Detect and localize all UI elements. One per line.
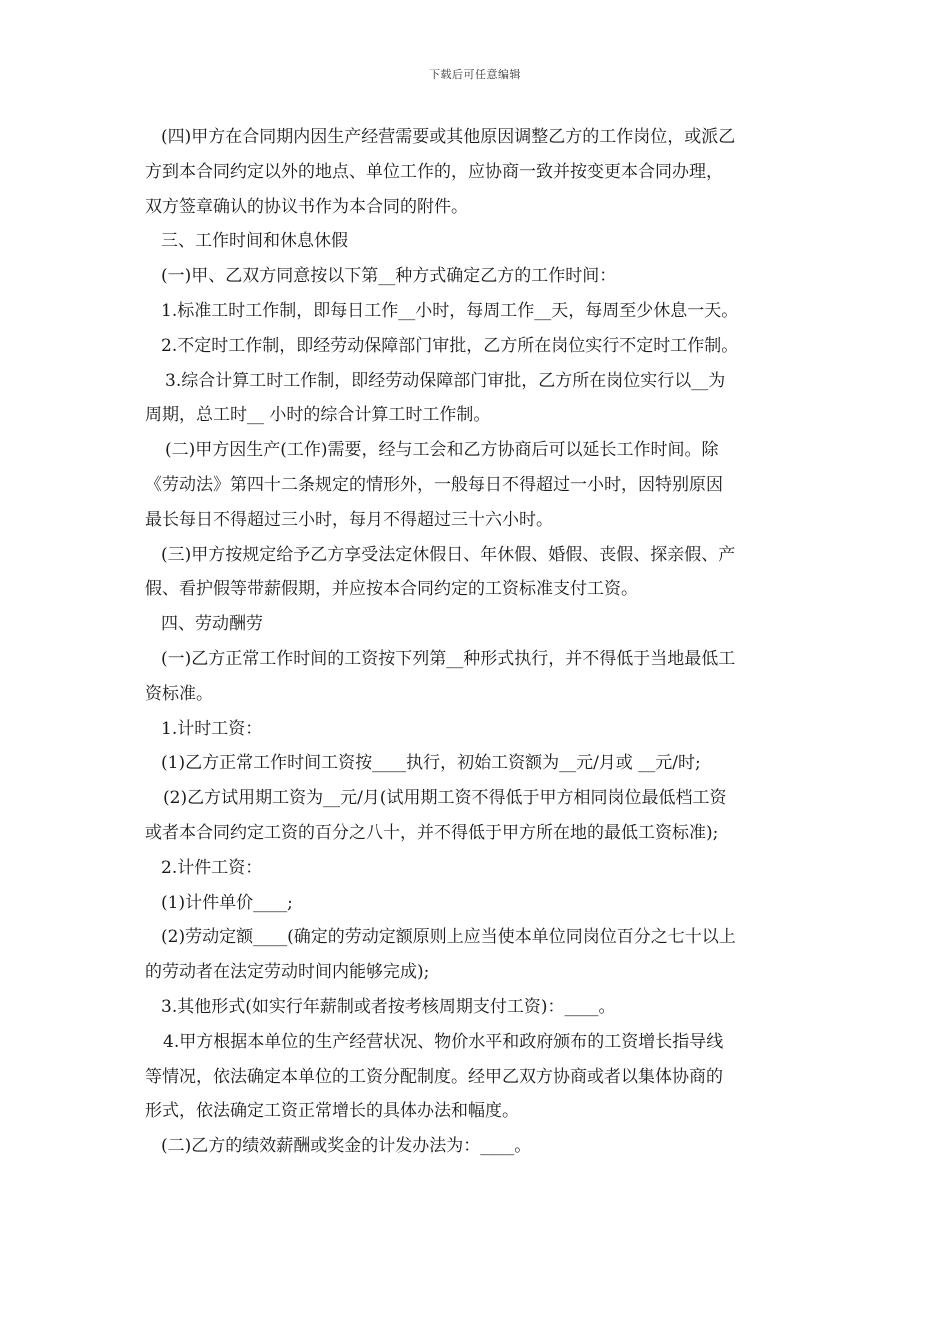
paragraph-line: (四)甲方在合同期内因生产经营需要或其他原因调整乙方的工作岗位，或派乙 bbox=[161, 127, 736, 147]
paragraph-line: (三)甲方按规定给予乙方享受法定休假日、年休假、婚假、丧假、探亲假、产 bbox=[161, 544, 736, 565]
paragraph-line: 周期，总工时__ 小时的综合计算工时工作制。 bbox=[145, 405, 491, 426]
paragraph-line: (二)甲方因生产(工作)需要，经与工会和乙方协商后可以延长工作时间。除 bbox=[165, 440, 719, 461]
paragraph-line: 2.计件工资： bbox=[161, 857, 263, 878]
paragraph-line: 方到本合同约定以外的地点、单位工作的，应协商一致并按变更本合同办理， bbox=[145, 161, 723, 182]
paragraph-line: 4.甲方根据本单位的生产经营状况、物价水平和政府颁布的工资增长指导线 bbox=[163, 1031, 724, 1052]
paragraph-line: 1.标准工时工作制，即每日工作__小时，每周工作__天，每周至少休息一天。 bbox=[161, 300, 739, 321]
paragraph-line: (二)乙方的绩效薪酬或奖金的计发办法为：____。 bbox=[161, 1136, 532, 1157]
paragraph-line: 双方签章确认的协议书作为本合同的附件。 bbox=[145, 196, 468, 217]
paragraph-line: 资标准。 bbox=[145, 683, 213, 704]
page-header-note: 下载后可任意编辑 bbox=[429, 68, 521, 81]
paragraph-line: 2.不定时工作制，即经劳动保障部门审批，乙方所在岗位实行不定时工作制。 bbox=[161, 335, 739, 356]
paragraph-line: 3.综合计算工时工作制，即经劳动保障部门审批，乙方所在岗位实行以__为 bbox=[165, 370, 726, 391]
paragraph-line: (1)计件单价____; bbox=[161, 892, 293, 913]
section-heading: 四、劳动酬劳 bbox=[161, 614, 263, 635]
paragraph-line: 3.其他形式(如实行年薪制或者按考核周期支付工资)：____。 bbox=[161, 996, 616, 1017]
paragraph-line: 1.计时工资： bbox=[161, 718, 263, 739]
section-heading: 三、工作时间和休息休假 bbox=[161, 231, 348, 252]
paragraph-line: (2)乙方试用期工资为__元/月(试用期工资不得低于甲方相同岗位最低档工资 bbox=[163, 788, 727, 809]
paragraph-line: 形式，依法确定工资正常增长的具体办法和幅度。 bbox=[145, 1101, 519, 1122]
paragraph-line: (一)乙方正常工作时间的工资按下列第__种形式执行，并不得低于当地最低工 bbox=[161, 648, 736, 669]
paragraph-line: (2)劳动定额____(确定的劳动定额原则上应当使本单位同岗位百分之七十以上 bbox=[161, 927, 736, 948]
paragraph-line: 的劳动者在法定劳动时间内能够完成); bbox=[145, 962, 430, 983]
paragraph-line: 最长每日不得超过三小时，每月不得超过三十六小时。 bbox=[145, 509, 553, 530]
paragraph-line: 《劳动法》第四十二条规定的情形外，一般每日不得超过一小时，因特别原因 bbox=[145, 474, 723, 495]
paragraph-line: (一)甲、乙双方同意按以下第__种方式确定乙方的工作时间： bbox=[161, 266, 617, 287]
paragraph-line: 或者本合同约定工资的百分之八十，并不得低于甲方所在地的最低工资标准); bbox=[145, 822, 719, 843]
document-body bbox=[145, 120, 810, 1164]
paragraph-line: 假、看护假等带薪假期，并应按本合同约定的工资标准支付工资。 bbox=[145, 579, 638, 600]
paragraph-line: 等情况，依法确定本单位的工资分配制度。经甲乙双方协商或者以集体协商的 bbox=[145, 1066, 723, 1087]
paragraph-line: (1)乙方正常工作时间工资按____执行，初始工资额为__元/月或 __元/时; bbox=[161, 753, 701, 774]
